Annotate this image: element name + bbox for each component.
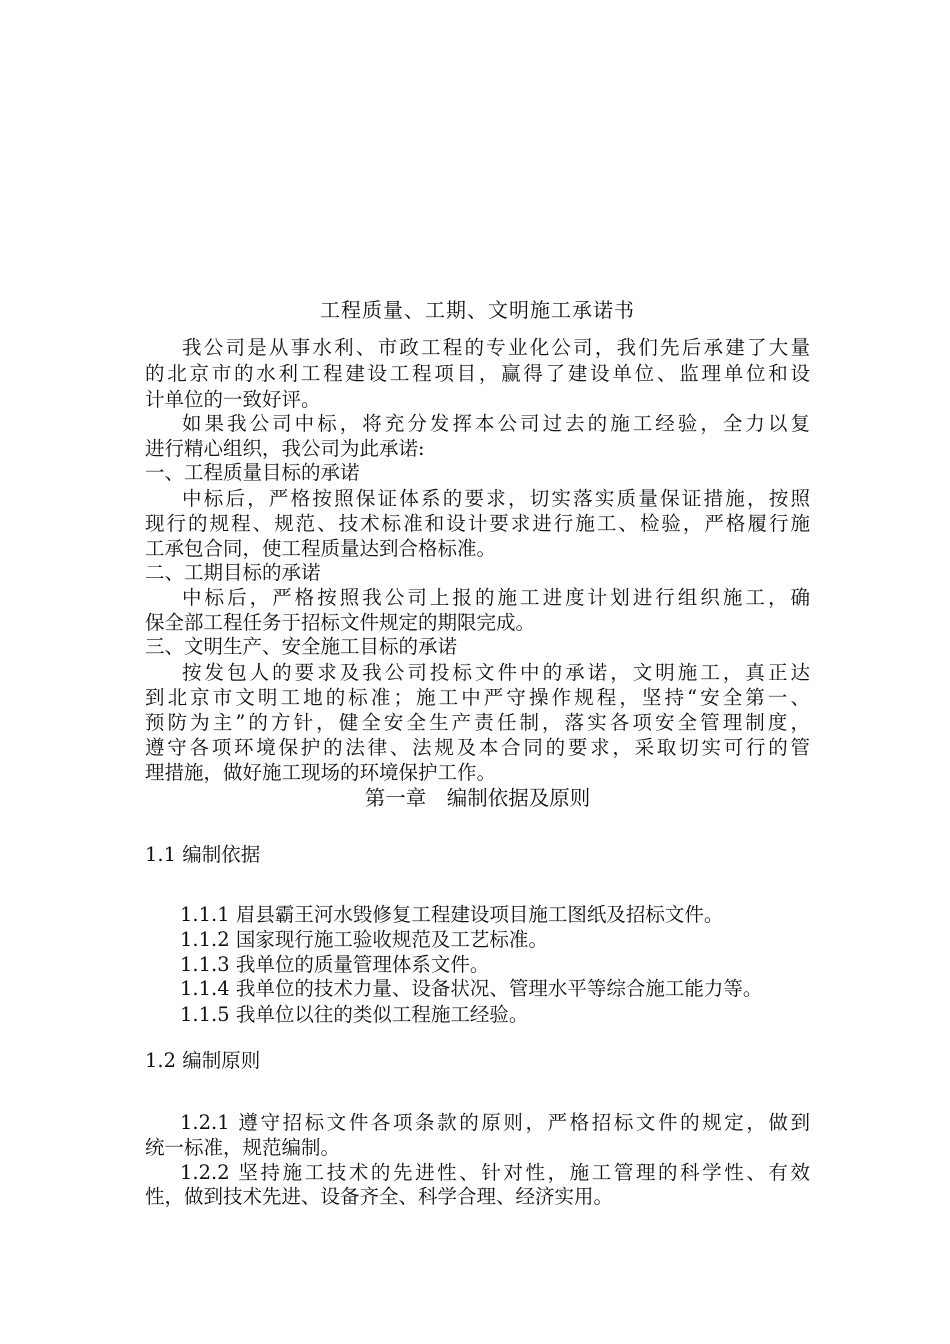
basis-item: 1.1.5 我单位以往的类似工程施工经验。	[180, 1003, 529, 1026]
section-3-line-4: 遵守各项环境保护的法律、法规及本合同的要求，采取切实可行的管	[145, 736, 810, 759]
section-1-line-2: 现行的规程、规范、技术标准和设计要求进行施工、检验，严格履行施	[145, 512, 810, 535]
subsection-1-1-heading: 1.1 编制依据	[145, 843, 261, 866]
section-1-line-3: 工承包合同，使工程质量达到合格标准。	[145, 537, 497, 560]
section-1-line-1: 中标后，严格按照保证体系的要求，切实落实质量保证措施，按照	[182, 487, 810, 510]
basis-item: 1.1.4 我单位的技术力量、设备状况、管理水平等综合施工能力等。	[180, 977, 763, 1000]
basis-item: 1.1.1 眉县霸王河水毁修复工程建设项目施工图纸及招标文件。	[180, 903, 724, 926]
basis-item: 1.1.2 国家现行施工验收规范及工艺标准。	[180, 928, 548, 951]
intro-paragraph-2-line-2: 进行精心组织，我公司为此承诺:	[145, 437, 425, 460]
section-3-line-1: 按发包人的要求及我公司投标文件中的承诺，文明施工，真正达	[182, 661, 810, 684]
section-3-line-5: 理措施，做好施工现场的环境保护工作。	[145, 761, 497, 784]
document-title: 工程质量、工期、文明施工承诺书	[320, 298, 635, 322]
section-3-heading: 三、文明生产、安全施工目标的承诺	[145, 635, 458, 658]
subsection-1-2-heading: 1.2 编制原则	[145, 1049, 261, 1072]
section-2-line-1: 中标后，严格按照我公司上报的施工进度计划进行组织施工，确	[182, 586, 810, 609]
section-3-line-2: 到北京市文明工地的标准；施工中严守操作规程，坚持“安全第一、	[145, 686, 810, 709]
section-2-line-2: 保全部工程任务于招标文件规定的期限完成。	[145, 611, 536, 634]
intro-paragraph-1-line-2: 的北京市的水利工程建设工程项目，赢得了建设单位、监理单位和设	[145, 362, 810, 385]
intro-paragraph-1-line-1: 我公司是从事水利、市政工程的专业化公司，我们先后承建了大量	[182, 336, 810, 359]
principle-item-1-line-1: 1.2.1 遵守招标文件各项条款的原则，严格招标文件的规定，做到	[180, 1111, 810, 1134]
intro-paragraph-2-line-1: 如果我公司中标，将充分发挥本公司过去的施工经验，全力以复	[182, 412, 810, 435]
chapter-heading: 第一章 编制依据及原则	[364, 786, 591, 810]
basis-item: 1.1.3 我单位的质量管理体系文件。	[180, 953, 490, 976]
principle-item-2-line-2: 性，做到技术先进、设备齐全、科学合理、经济实用。	[145, 1185, 614, 1208]
principle-item-1-line-2: 统一标准，规范编制。	[145, 1136, 341, 1159]
intro-paragraph-1-line-3: 计单位的一致好评。	[145, 388, 321, 411]
section-2-heading: 二、工期目标的承诺	[145, 561, 321, 584]
principle-item-2-line-1: 1.2.2 坚持施工技术的先进性、针对性，施工管理的科学性、有效	[180, 1161, 810, 1184]
section-3-line-3: 预防为主”的方针，健全安全生产责任制，落实各项安全管理制度，	[145, 711, 810, 734]
section-1-heading: 一、工程质量目标的承诺	[145, 461, 360, 484]
